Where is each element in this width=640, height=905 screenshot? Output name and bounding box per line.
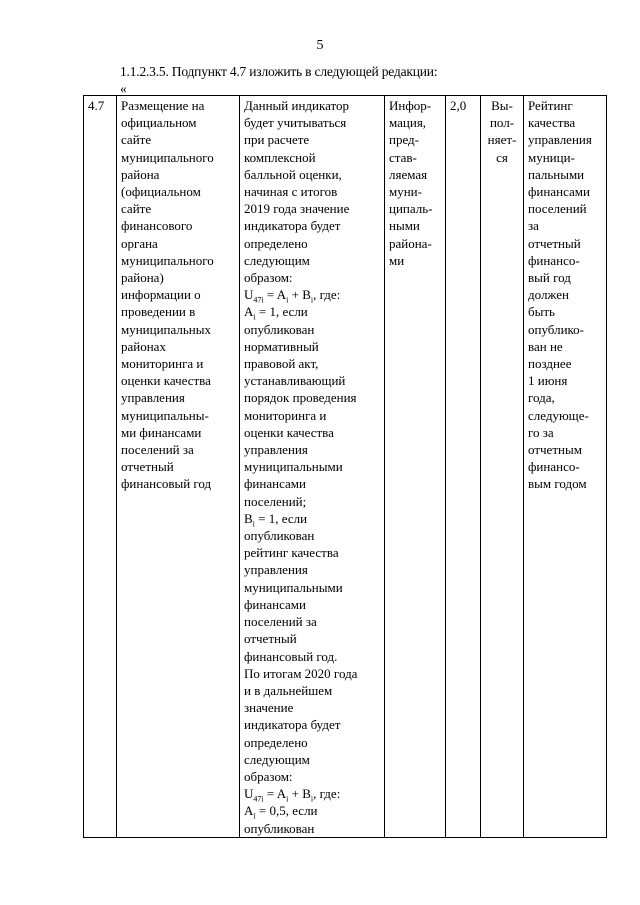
text-line: финансовый год. xyxy=(244,648,338,664)
text-line: информации о xyxy=(121,287,201,303)
text-line: ми финансами xyxy=(121,424,202,440)
text-line: финансового xyxy=(121,218,193,234)
text-line: за xyxy=(528,218,539,234)
text-line: индикатора будет xyxy=(244,717,341,733)
text-line: муниципальными xyxy=(244,579,343,595)
table-row xyxy=(84,96,607,838)
ai-definition-2: $A_i = 0,5$, если xyxy=(244,803,318,821)
text-line: и в дальнейшем xyxy=(244,682,333,698)
text-line: позднее xyxy=(528,356,572,372)
text-line: муниципального xyxy=(121,149,214,165)
text-line: рейтинг качества xyxy=(244,545,339,561)
text-line: финансами xyxy=(244,596,306,612)
text-line: мация, xyxy=(389,115,427,131)
text-line: проведении в xyxy=(121,304,196,320)
text-line: финансами xyxy=(528,184,590,200)
text-line: управления xyxy=(244,442,308,458)
text-line: ся xyxy=(496,149,508,165)
text-line: ми xyxy=(389,252,405,268)
formula-2: $U_{47i} = A_i + B_i$, где: xyxy=(244,786,341,804)
opening-quote: « xyxy=(120,81,127,96)
ai-definition-1: $A_i = 1$, если xyxy=(244,304,308,323)
text-line: оценки качества xyxy=(244,424,334,440)
text-line: начиная с итогов xyxy=(244,184,338,200)
text-line: определено xyxy=(244,734,308,750)
text-line: комплексной xyxy=(244,149,316,165)
text-line: отчетный xyxy=(244,631,297,647)
text-line: образом: xyxy=(244,270,293,286)
text-line: 1 июня xyxy=(528,373,568,389)
text-line: муниципальных xyxy=(121,321,212,337)
text-line: балльной оценки, xyxy=(244,166,342,182)
text-line: ляемая xyxy=(389,166,428,182)
text-line: следующим xyxy=(244,252,310,268)
text-line: поселений; xyxy=(244,493,307,509)
formula-1: $U_{47i} = A_i + B_i$, где: xyxy=(244,287,341,305)
text-line: районах xyxy=(121,338,166,354)
bi-definition-1: $B_i = 1$, если xyxy=(244,510,308,529)
text-line: будет учитываться xyxy=(244,115,347,131)
text-line: органа xyxy=(121,235,158,251)
text-line: ными xyxy=(389,218,420,234)
text-line: должен xyxy=(528,287,569,303)
text-line: сайте xyxy=(121,201,152,217)
text-line: мониторинга и xyxy=(121,356,204,372)
indicator-description xyxy=(240,96,385,838)
text-line: района xyxy=(121,166,160,182)
text-line: управления xyxy=(121,390,185,406)
text-line: определено xyxy=(244,235,308,251)
text-line: Инфор- xyxy=(389,98,432,113)
text-line: ципаль- xyxy=(389,201,433,217)
text-line: финансовый год xyxy=(121,476,212,492)
text-line: финансо- xyxy=(528,252,580,268)
indicator-table xyxy=(83,95,607,838)
text-line: ван не xyxy=(528,338,563,354)
text-line: Рейтинг xyxy=(528,98,573,113)
text-line: образом: xyxy=(244,768,293,784)
text-line: отчетный xyxy=(121,459,174,475)
text-line: Вы- xyxy=(491,98,513,113)
data-source xyxy=(385,96,446,838)
text-line: опубликован xyxy=(244,820,315,836)
text-line: финансо- xyxy=(528,459,580,475)
text-line: няет- xyxy=(487,132,517,148)
page-number: 5 xyxy=(316,38,324,53)
weight-value: 2,0 xyxy=(446,96,481,838)
text-line: нормативный xyxy=(244,338,319,354)
text-line: индикатора будет xyxy=(244,218,341,234)
result-description xyxy=(524,96,607,838)
text-line: устанавливающий xyxy=(244,373,346,389)
text-line: муни- xyxy=(389,184,422,200)
text-line: вый год xyxy=(528,270,571,286)
intro-text: 1.1.2.3.5. Подпункт 4.7 изложить в следующей редакции: xyxy=(120,64,438,79)
text-line: сайте xyxy=(121,132,152,148)
indicator-name xyxy=(117,96,240,838)
status-value xyxy=(481,96,524,838)
text-line: финансами xyxy=(244,476,306,492)
row-number: 4.7 xyxy=(84,96,117,838)
text-line: поселений xyxy=(528,201,587,217)
text-line: (официальном xyxy=(121,184,201,200)
text-line: оценки качества xyxy=(121,373,211,389)
text-line: отчетным xyxy=(528,442,582,458)
text-line: По итогам 2020 года xyxy=(244,665,358,681)
text-line: правовой акт, xyxy=(244,356,319,372)
text-line: муниципальными xyxy=(244,459,343,475)
text-line: опублико- xyxy=(528,321,585,337)
text-line: го за xyxy=(528,424,554,440)
text-line: официальном xyxy=(121,115,197,131)
text-line: поселений за xyxy=(121,442,194,458)
text-line: при расчете xyxy=(244,132,310,148)
text-line: качества xyxy=(528,115,576,131)
text-line: отчетный xyxy=(528,235,581,251)
text-line: быть xyxy=(528,304,555,320)
text-line: управления xyxy=(244,562,308,578)
text-line: порядок проведения xyxy=(244,390,357,406)
text-line: поселений за xyxy=(244,614,317,630)
text-line: управления xyxy=(528,132,592,148)
text-line: став- xyxy=(389,149,417,165)
text-line: районa- xyxy=(389,235,432,251)
text-line: Данный индикатор xyxy=(244,98,350,113)
text-line: следующим xyxy=(244,751,310,767)
text-line: пальными xyxy=(528,166,585,182)
text-line: следующе- xyxy=(528,407,589,423)
text-line: Размещение на xyxy=(121,98,205,113)
text-line: значение xyxy=(244,700,294,716)
text-line: опубликован xyxy=(244,321,315,337)
text-line: муниципальны- xyxy=(121,407,209,423)
text-line: пред- xyxy=(389,132,419,148)
text-line: пол- xyxy=(489,115,515,131)
text-line: 2019 года значение xyxy=(244,201,350,217)
text-line: мониторинга и xyxy=(244,407,327,423)
text-line: муниципального xyxy=(121,252,214,268)
text-line: района) xyxy=(121,270,164,286)
text-line: опубликован xyxy=(244,528,315,544)
text-line: вым годом xyxy=(528,476,587,492)
text-line: муници- xyxy=(528,149,575,165)
text-line: года, xyxy=(528,390,555,406)
